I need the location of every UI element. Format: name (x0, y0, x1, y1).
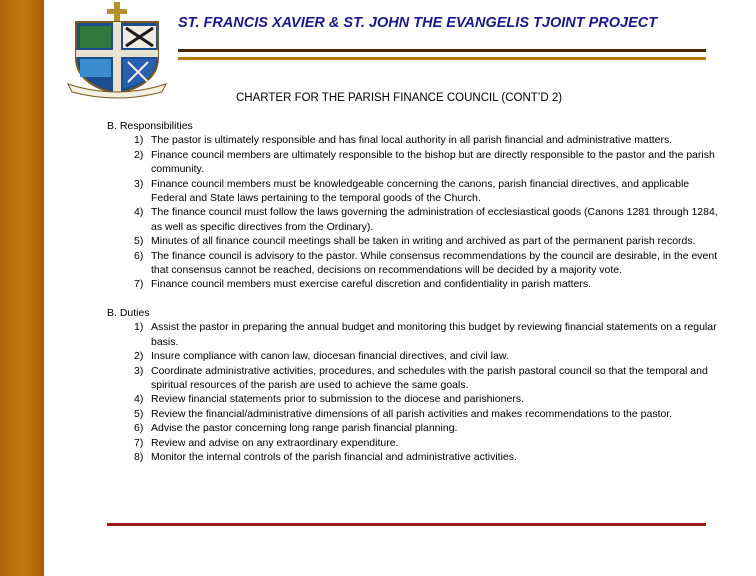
item-number: 3) (134, 364, 144, 377)
item-text: Assist the pastor in preparing the annual budget and monitoring this budget by reviewing financial statements on a regular basis. (151, 321, 717, 348)
left-decorative-bar (0, 0, 44, 576)
item-text: Review and advise on any extraordinary expenditure. (151, 436, 399, 449)
item-number: 6) (134, 422, 144, 435)
list-item (134, 392, 725, 406)
item-number: 2) (134, 148, 144, 161)
header-rule-gold (178, 57, 706, 60)
item-number: 5) (134, 407, 144, 420)
item-text: Monitor the internal controls of the parish financial and administrative activities. (151, 450, 517, 463)
item-text: Coordinate administrative activities, procedures, and schedules with the parish pastoral council so that the temporal and spiritual resources of the parish are used to achieve the same goals. (151, 364, 708, 391)
responsibilities-list (134, 133, 725, 291)
item-text: Minutes of all finance council meetings shall be taken in writing and archived as part of the permanent parish records. (151, 235, 696, 248)
list-item (134, 277, 725, 291)
item-text: Finance council members must be knowledgeable concerning the canons, parish financial directives, and applicable Federal and State laws pertaining to the temporal goods of the Church. (151, 177, 690, 205)
list-item (134, 133, 725, 147)
list-item (134, 320, 725, 349)
item-text: Finance council members must exercise careful discretion and confidentiality in parish matters. (151, 278, 592, 291)
list-item (134, 436, 725, 450)
item-number: 6) (134, 249, 144, 262)
item-text: The finance council must follow the laws governing the administration of ecclesiastical goods (Canons 1281 through 1284, as well as specific directives from the Ordinary). (151, 206, 718, 233)
item-text: The pastor is ultimately responsible and has final local authority in all parish financial and administrative matters. (151, 134, 673, 147)
item-number: 4) (134, 206, 144, 219)
item-number: 5) (134, 235, 144, 248)
item-number: 4) (134, 393, 144, 406)
item-number: 7) (134, 278, 144, 291)
list-item (134, 234, 725, 248)
duties-list (134, 320, 725, 464)
list-item (134, 450, 725, 464)
item-text: Finance council members are ultimately responsible to the bishop but are directly responsible to the pastor and the parish community. (151, 148, 715, 176)
item-number: 8) (134, 450, 144, 463)
parish-crest-icon (58, 0, 176, 100)
page-title: ST. FRANCIS XAVIER & ST. JOHN THE EVANGELIS TJOINT PROJECT (178, 15, 658, 31)
document-heading: CHARTER FOR THE PARISH FINANCE COUNCIL (CONT’D 2) (236, 92, 563, 104)
item-number: 3) (134, 177, 144, 190)
item-text: Advise the pastor concerning long range parish financial planning. (151, 422, 458, 435)
item-number: 1) (134, 134, 144, 147)
item-text: The finance council is advisory to the pastor. While consensus recommendations by the council are desirable, in the event that consensus cannot be reached, decisions on recommendations will be decided by a majority vote. (151, 249, 718, 277)
charter-content (107, 119, 725, 464)
header-rule-dark (178, 49, 706, 52)
item-text: Insure compliance with canon law, diocesan financial directives, and civil law. (151, 350, 509, 363)
item-number: 7) (134, 436, 144, 449)
list-item (134, 421, 725, 435)
section-heading: B. Responsibilities (107, 120, 193, 132)
item-number: 2) (134, 350, 144, 363)
list-item (134, 205, 725, 234)
item-text: Review the financial/administrative dimensions of all parish activities and makes recommendations to the pastor. (151, 407, 673, 420)
list-item (134, 349, 725, 363)
responsibilities-section (107, 119, 725, 292)
section-heading: B. Duties (107, 306, 150, 319)
list-item (134, 148, 725, 177)
list-item (134, 407, 725, 421)
duties-section (107, 306, 725, 464)
item-text: Review financial statements prior to submission to the diocese and parishioners. (151, 393, 524, 406)
item-number: 1) (134, 321, 144, 334)
list-item (134, 364, 725, 393)
section-spacer (107, 292, 725, 306)
list-item (134, 177, 725, 206)
footer-rule (107, 523, 706, 526)
list-item (134, 249, 725, 278)
